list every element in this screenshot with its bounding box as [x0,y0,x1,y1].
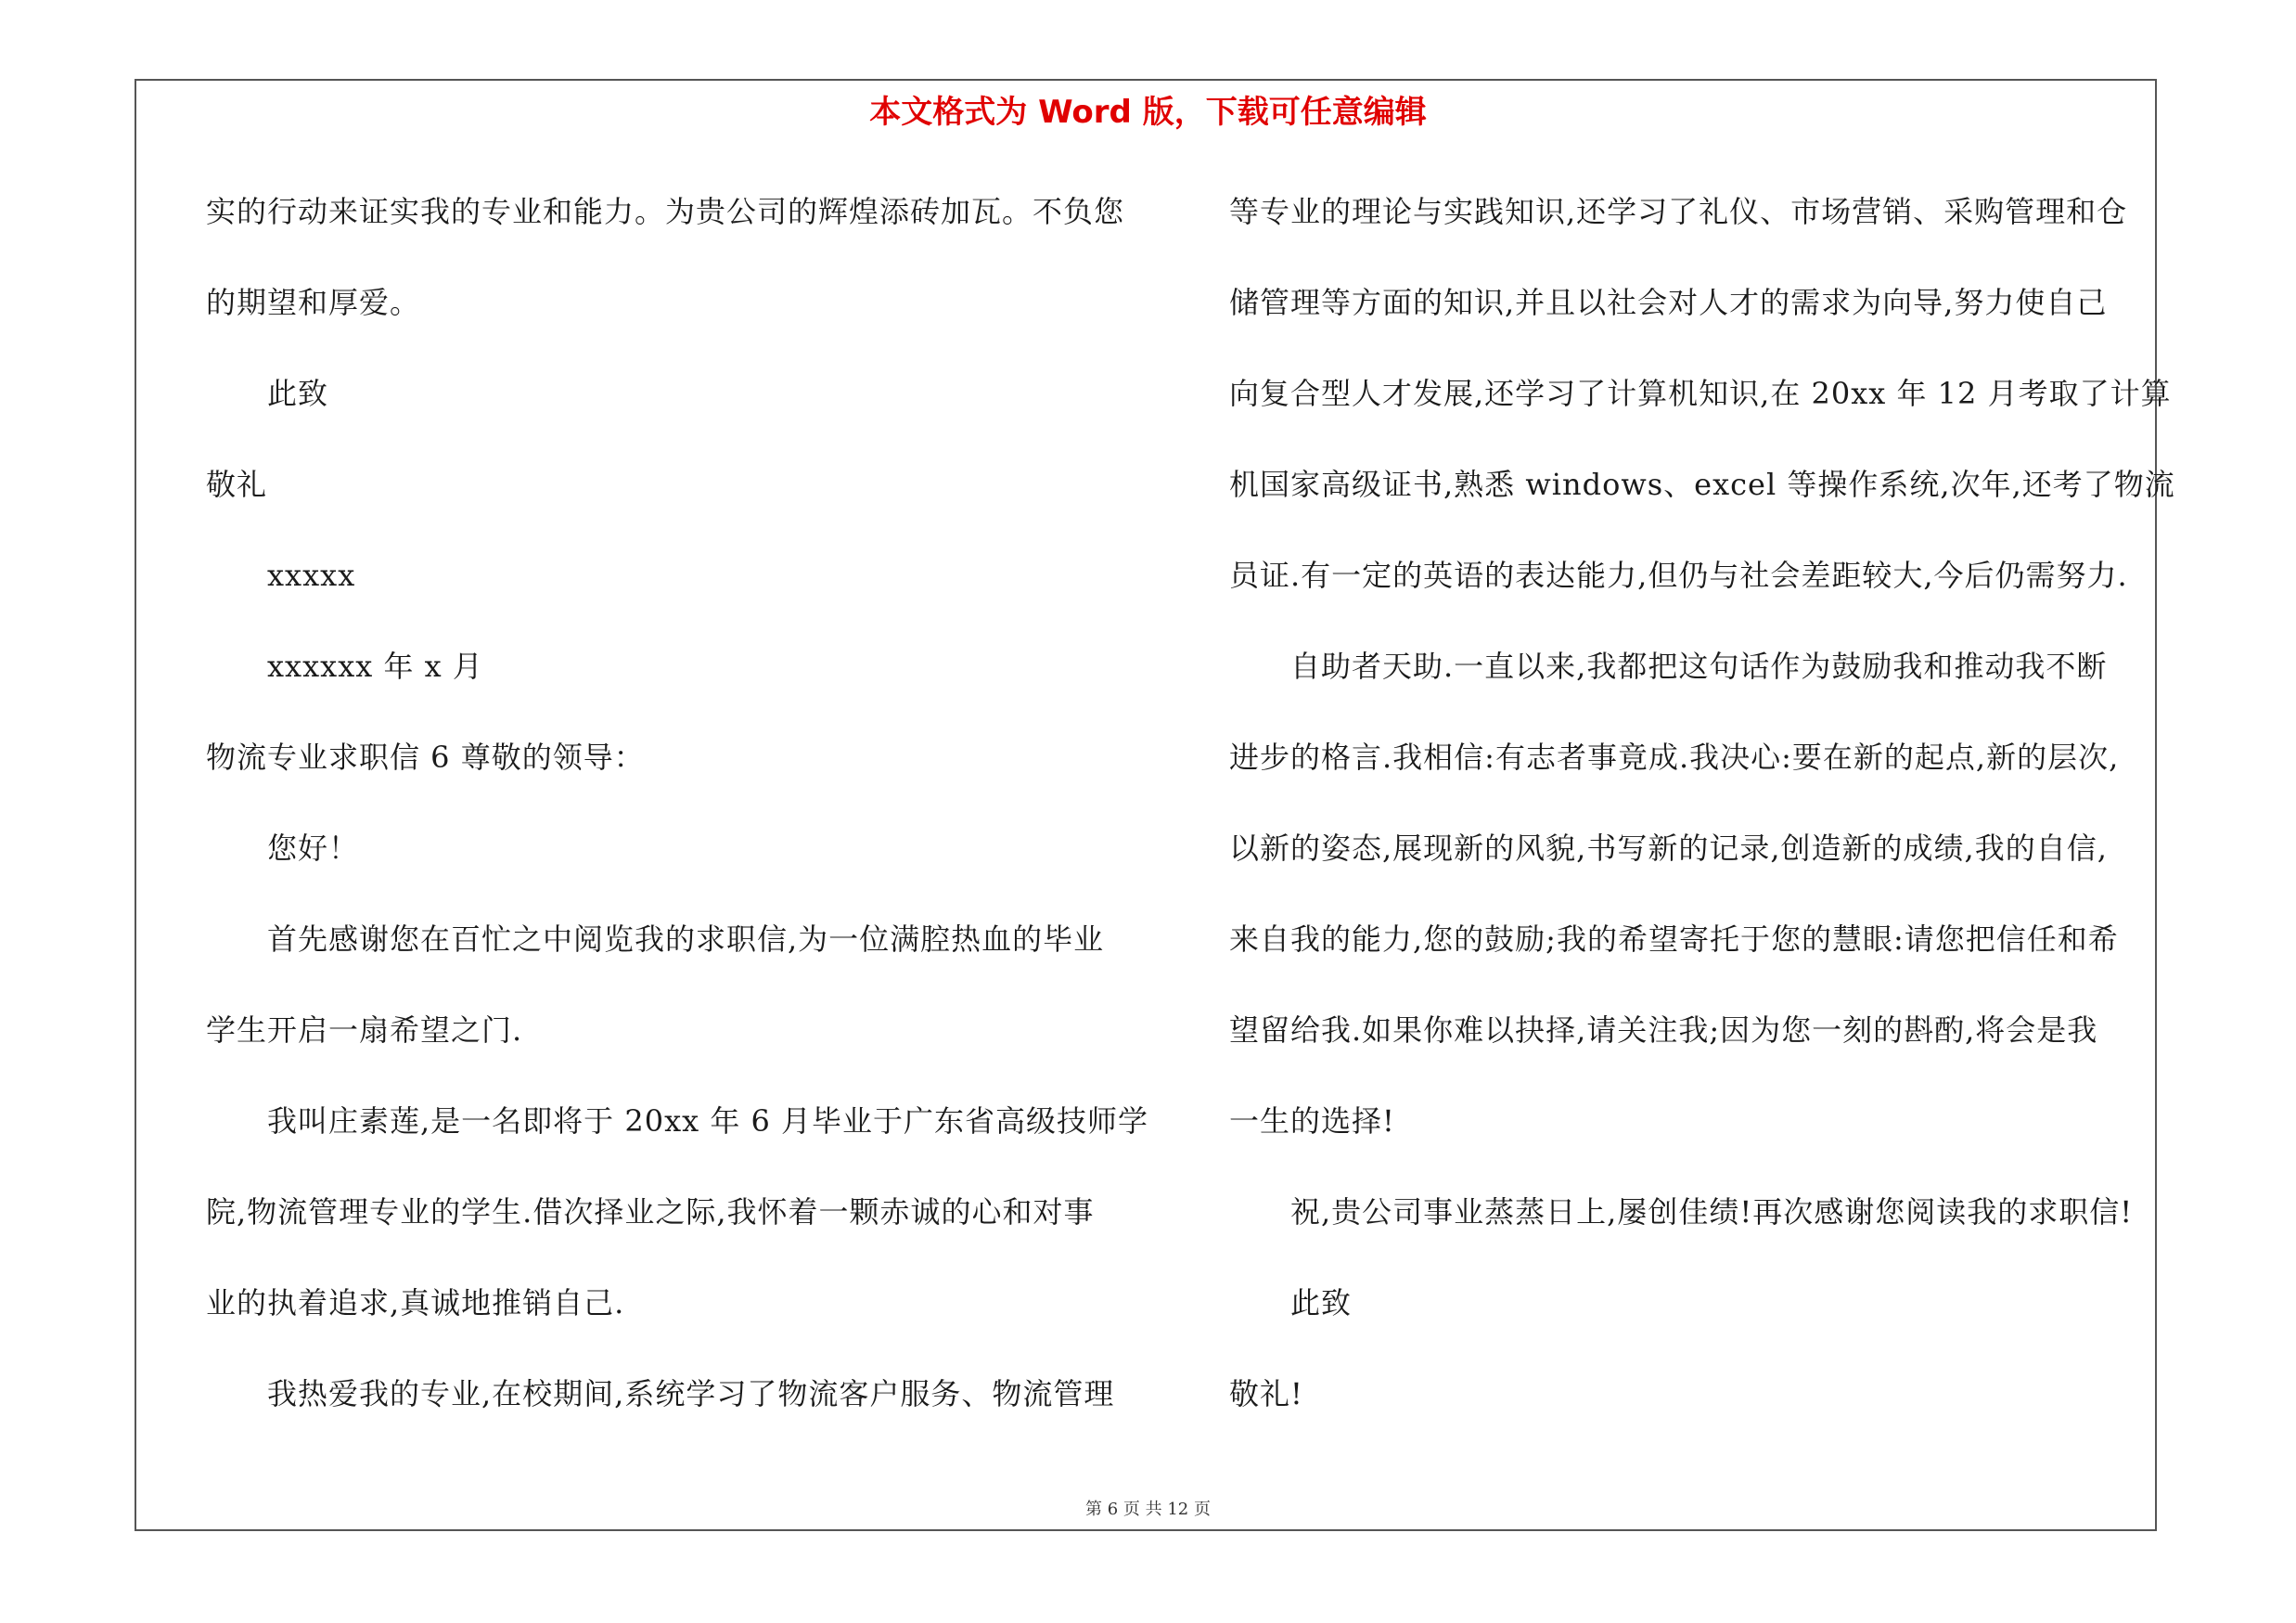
text-line: 敬礼 [206,467,268,502]
text-line: 来自我的能力,您的鼓励;我的希望寄托于您的慧眼:请您把信任和希 [1229,921,2119,957]
text-line: 学生开启一扇希望之门. [206,1012,523,1048]
text-line: 一生的选择! [1229,1103,1395,1139]
text-line: 此致 [1290,1285,1353,1320]
text-line: 首先感谢您在百忙之中阅览我的求职信,为一位满腔热血的毕业 [267,921,1105,957]
text-line: 等专业的理论与实践知识,还学习了礼仪、市场营销、采购管理和仓 [1229,194,2128,229]
text-line: 您好！ [267,831,360,866]
text-line: 实的行动来证实我的专业和能力。为贵公司的辉煌添砖加瓦。不负您 [206,194,1125,229]
page-footer: 第 6 页 共 12 页 [1085,1500,1211,1519]
text-line: 自助者天助.一直以来,我都把这句话作为鼓励我和推动我不断 [1290,649,2108,684]
text-line: 向复合型人才发展,还学习了计算机知识,在 20xx 年 12 月考取了计算 [1229,376,2172,411]
text-line: 以新的姿态,展现新的风貌,书写新的记录,创造新的成绩,我的自信, [1229,831,2108,866]
text-line: 进步的格言.我相信:有志者事竟成.我决心:要在新的起点,新的层次, [1229,740,2120,775]
text-line: xxxxx [267,558,356,593]
text-line: 敬礼! [1229,1376,1303,1411]
left-column [206,182,1149,1455]
text-line: 物流专业求职信 6 尊敬的领导： [206,740,645,775]
text-line: 储管理等方面的知识,并且以社会对人才的需求为向导,努力使自己 [1229,285,2108,320]
text-line: 业的执着追求,真诚地推销自己. [206,1285,625,1320]
text-line: xxxxxx 年 x 月 [267,649,483,684]
text-line: 此致 [267,376,329,411]
text-line: 的期望和厚爱。 [206,285,421,320]
right-column [1229,182,2175,1455]
text-line: 我叫庄素莲,是一名即将于 20xx 年 6 月毕业于广东省高级技师学 [267,1103,1149,1139]
text-line: 院,物流管理专业的学生.借次择业之际,我怀着一颗赤诚的心和对事 [206,1194,1095,1230]
text-line: 员证.有一定的英语的表达能力,但仍与社会差距较大,今后仍需努力. [1229,558,2128,593]
format-banner: 本文格式为 Word 版，下载可任意编辑 [869,94,1427,131]
text-line: 望留给我.如果你难以抉择,请关注我;因为您一刻的斟酌,将会是我 [1229,1012,2098,1048]
text-line: 祝,贵公司事业蒸蒸日上,屡创佳绩!再次感谢您阅读我的求职信! [1290,1194,2134,1230]
text-line: 机国家高级证书,熟悉 windows、excel 等操作系统,次年,还考了物流 [1229,467,2175,502]
text-line: 我热爱我的专业,在校期间,系统学习了物流客户服务、物流管理 [267,1376,1115,1411]
